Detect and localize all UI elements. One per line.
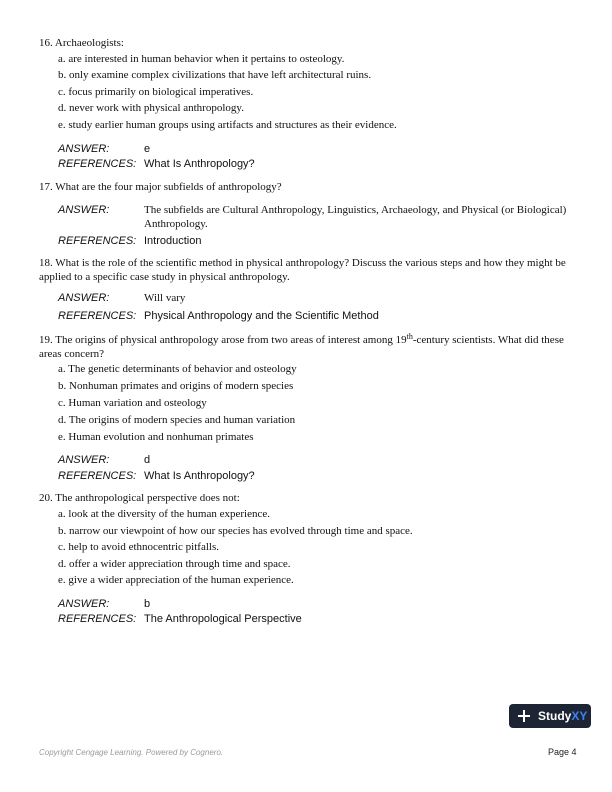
q16-option-d: d. never work with physical anthropology. — [58, 102, 244, 114]
q20-option-d: d. offer a wider appreciation through time and space. — [58, 558, 291, 570]
question-19-stem — [39, 333, 579, 361]
references-label: REFERENCES: — [58, 470, 137, 482]
q20-option-b: b. narrow our viewpoint of how our species has evolved through time and space. — [58, 525, 413, 537]
references-label: REFERENCES: — [58, 613, 137, 625]
question-18-stem: 18. What is the role of the scientific method in physical anthropology? Discuss the various steps and how they might be applied to a specific case study in physical anthropology. — [39, 257, 566, 283]
references-value: Physical Anthropology and the Scientific Method — [144, 310, 379, 322]
references-value: What Is Anthropology? — [144, 158, 255, 170]
q19-stem-start: 19. The origins of physical anthropology arose from two areas of interest among 19 — [39, 334, 407, 346]
answer-value: Will vary — [144, 292, 186, 304]
q19-option-e: e. Human evolution and nonhuman primates — [58, 431, 254, 443]
q16-option-a: a. are interested in human behavior when it pertains to osteology. — [58, 53, 345, 65]
studyxy-badge[interactable] — [509, 704, 591, 728]
plus-icon — [516, 708, 532, 724]
q19-option-c: c. Human variation and osteology — [58, 397, 207, 409]
references-label: REFERENCES: — [58, 158, 137, 170]
q19-stem-end: -century scientists. What did these areas concern? — [39, 334, 564, 360]
answer-value: b — [144, 598, 151, 610]
q20-option-a: a. look at the diversity of the human experience. — [58, 508, 270, 520]
q20-option-c: c. help to avoid ethnocentric pitfalls. — [58, 541, 219, 553]
references-value: The Anthropological Perspective — [144, 613, 302, 625]
q16-option-c: c. focus primarily on biological imperatives. — [58, 86, 254, 98]
question-17-stem: 17. What are the four major subfields of anthropology? — [39, 181, 282, 193]
q19-option-d: d. The origins of modern species and human variation — [58, 414, 296, 426]
answer-value: e — [144, 143, 151, 155]
q20-option-e: e. give a wider appreciation of the human experience. — [58, 574, 294, 586]
question-16-stem: 16. Archaeologists: — [39, 37, 124, 49]
q19-option-a: a. The genetic determinants of behavior and osteology — [58, 363, 297, 375]
studyxy-badge-label — [538, 709, 587, 723]
answer-label: ANSWER: — [58, 204, 110, 216]
q19-stem-superscript: th — [406, 332, 413, 341]
answer-label: ANSWER: — [58, 598, 110, 610]
answer-label: ANSWER: — [58, 454, 110, 466]
footer-copyright: Copyright Cengage Learning. Powered by Cognero. — [39, 748, 224, 757]
answer-value: d — [144, 454, 151, 466]
question-20-stem: 20. The anthropological perspective does not: — [39, 492, 240, 504]
badge-text-accent: XY — [571, 709, 588, 723]
references-label: REFERENCES: — [58, 235, 137, 247]
q19-option-b: b. Nonhuman primates and origins of modern species — [58, 380, 294, 392]
references-value: What Is Anthropology? — [144, 470, 255, 482]
q16-option-e: e. study earlier human groups using artifacts and structures as their evidence. — [58, 119, 397, 131]
badge-text-main: Study — [538, 709, 572, 723]
footer-page-number: Page 4 — [548, 747, 577, 757]
q17-answer-value: The subfields are Cultural Anthropology, Linguistics, Archaeology, and Physical (or Biological) Anthropology. — [144, 204, 567, 230]
q16-option-b: b. only examine complex civilizations that have left architectural ruins. — [58, 69, 372, 81]
answer-label: ANSWER: — [58, 143, 110, 155]
references-value: Introduction — [144, 235, 202, 247]
answer-label: ANSWER: — [58, 292, 110, 304]
references-label: REFERENCES: — [58, 310, 137, 322]
